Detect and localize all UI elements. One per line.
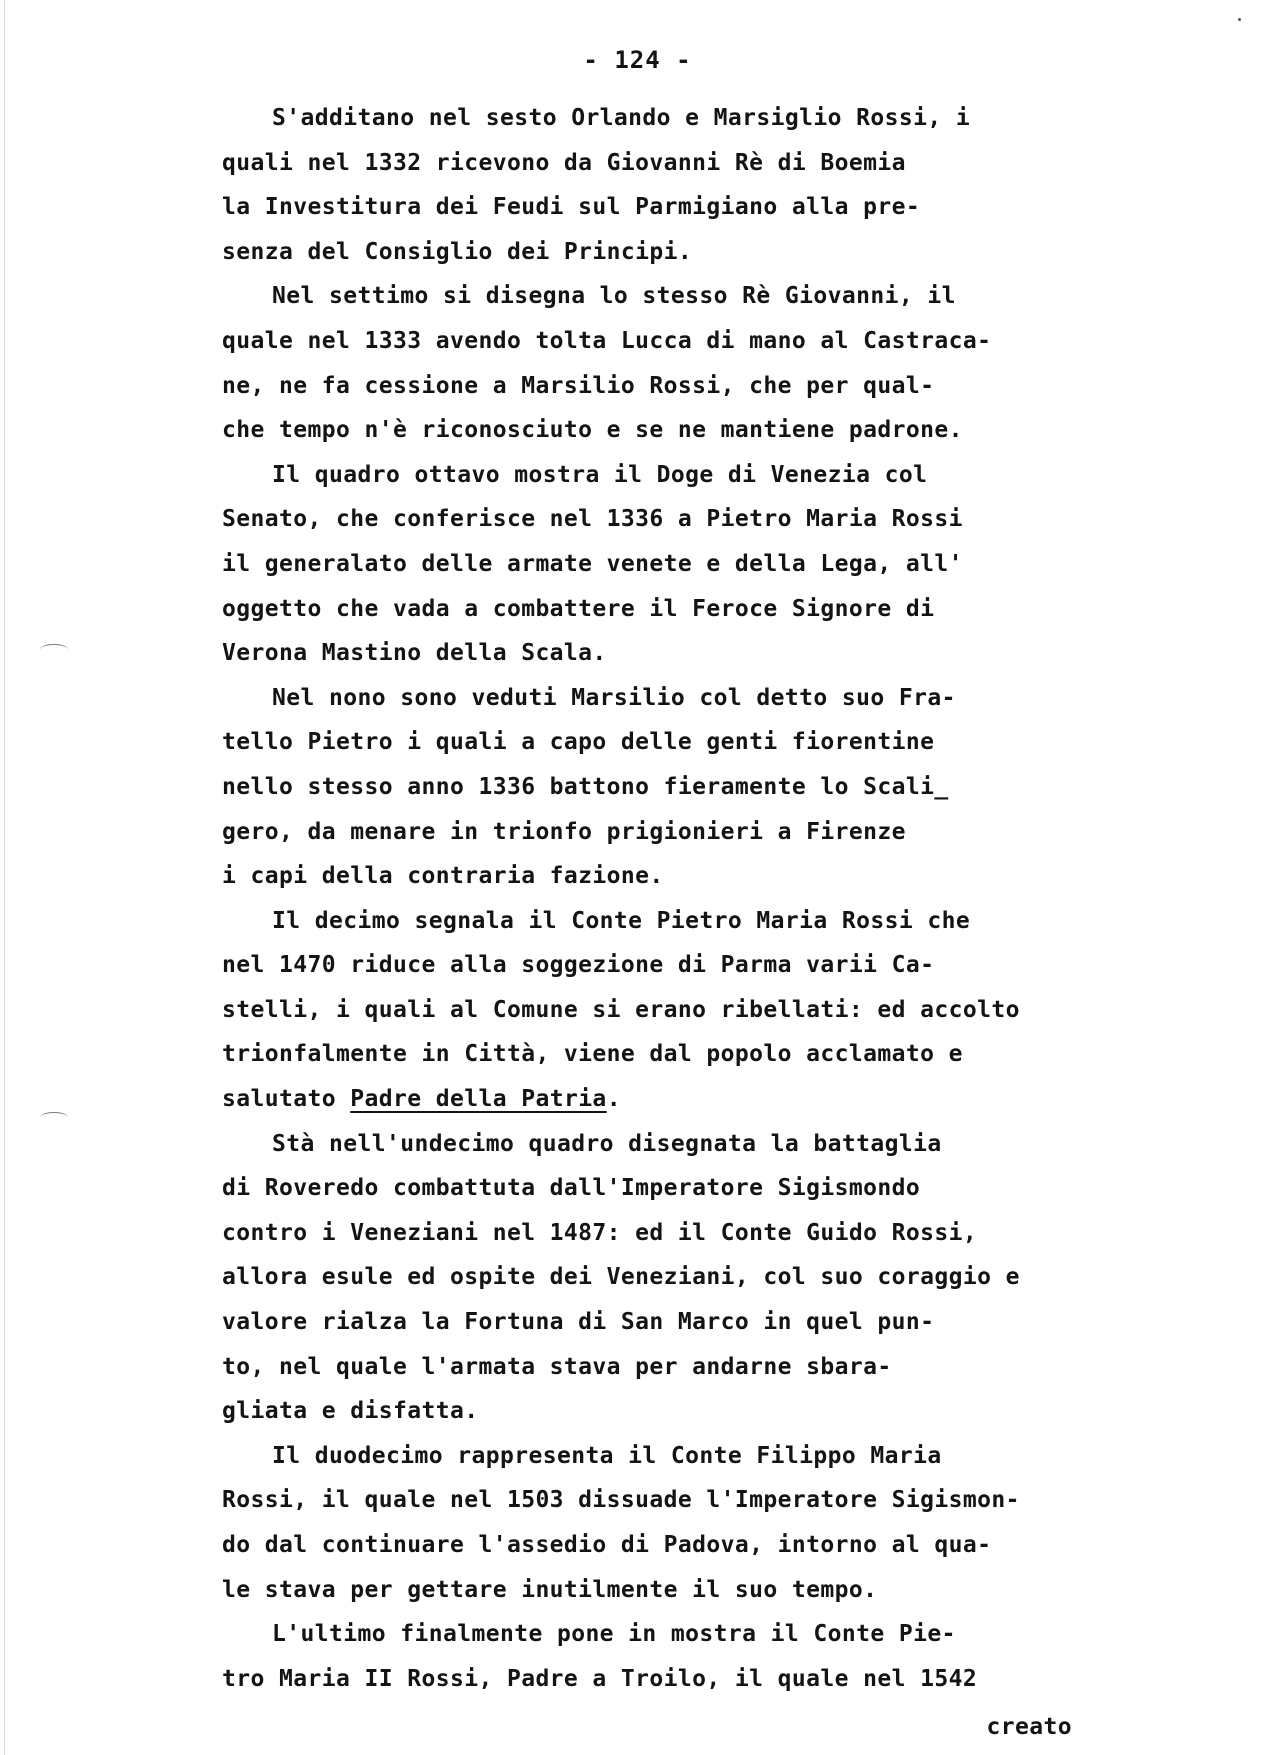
text-line: stelli, i quali al Comune si erano ribellati: ed accolto xyxy=(222,996,1020,1023)
text-line: trionfalmente in Città, viene dal popolo acclamato e xyxy=(222,1041,963,1068)
catchword: creato xyxy=(986,1714,1072,1741)
text-line: allora esule ed ospite dei Veneziani, col suo coraggio e xyxy=(222,1264,1020,1291)
text-line: nel 1470 riduce alla soggezione di Parma varii Ca- xyxy=(222,952,935,979)
text-line: tello Pietro i quali a capo delle genti fiorentine xyxy=(222,729,935,756)
text-line: gero, da menare in trionfo prigionieri a Firenze xyxy=(222,818,906,845)
text-line: S'additano nel sesto Orlando e Marsiglio Rossi, i xyxy=(272,105,971,131)
text-line: Senato, che conferisce nel 1336 a Pietro Maria Rossi xyxy=(222,506,963,533)
margin-hole-mark xyxy=(40,1112,68,1123)
text-line: Il duodecimo rappresenta il Conte Filippo Maria xyxy=(272,1442,942,1469)
page-number: - 124 - xyxy=(583,46,692,74)
paragraph xyxy=(222,96,1212,274)
text-line: Rossi, il quale nel 1503 dissuade l'Imperatore Sigismon- xyxy=(222,1487,1020,1514)
text-line xyxy=(222,1077,1212,1122)
text-line: oggetto che vada a combattere il Feroce Signore di xyxy=(222,595,935,622)
paragraph xyxy=(222,1434,1212,1612)
text-line: che tempo n'è riconosciuto e se ne mantiene padrone. xyxy=(222,417,963,444)
text-line: il generalato delle armate venete e della Lega, all' xyxy=(222,550,963,577)
text-line: valore rialza la Fortuna di San Marco in quel pun- xyxy=(222,1309,935,1336)
paragraph xyxy=(222,453,1212,676)
text-line: gliata e disfatta. xyxy=(222,1398,479,1425)
body-text xyxy=(222,96,1212,1750)
scan-edge-line xyxy=(4,0,5,1755)
text-line: quale nel 1333 avendo tolta Lucca di mano al Castraca- xyxy=(222,327,992,354)
text-line: quali nel 1332 ricevono da Giovanni Rè di Boemia xyxy=(222,149,906,176)
text-line: to, nel quale l'armata stava per andarne sbara- xyxy=(222,1353,892,1380)
text-line: Il quadro ottavo mostra il Doge di Venezia col xyxy=(272,461,928,488)
paragraph xyxy=(222,274,1212,452)
scan-speck xyxy=(1238,18,1241,21)
text-line: Nel nono sono veduti Marsilio col detto suo Fra- xyxy=(272,684,956,711)
paragraph xyxy=(222,1612,1212,1701)
underlined-title: Padre della Patria xyxy=(350,1086,607,1113)
text-line: Stà nell'undecimo quadro disegnata la battaglia xyxy=(272,1130,942,1157)
text-line: di Roveredo combattuta dall'Imperatore Sigismondo xyxy=(222,1175,921,1202)
paragraph xyxy=(222,1122,1212,1434)
paragraph xyxy=(222,899,1212,1122)
text-line: la Investitura dei Feudi sul Parmigiano alla pre- xyxy=(222,194,921,221)
text-line: ne, ne fa cessione a Marsilio Rossi, che per qual- xyxy=(222,372,935,399)
text-fragment: . xyxy=(606,1086,621,1113)
text-line: L'ultimo finalmente pone in mostra il Conte Pie- xyxy=(272,1621,956,1648)
text-line: Verona Mastino della Scala. xyxy=(222,640,607,667)
text-line: le stava per gettare inutilmente il suo tempo. xyxy=(222,1576,878,1603)
text-line: do dal continuare l'assedio di Padova, intorno al qua- xyxy=(222,1532,992,1558)
text-line: senza del Consiglio dei Principi. xyxy=(222,238,693,265)
text-line: Nel settimo si disegna lo stesso Rè Giovanni, il xyxy=(272,283,956,310)
text-line: contro i Veneziani nel 1487: ed il Conte Guido Rossi, xyxy=(222,1219,978,1246)
margin-hole-mark xyxy=(40,644,68,655)
text-line: i capi della contraria fazione. xyxy=(222,863,664,890)
text-line: tro Maria II Rossi, Padre a Troilo, il quale nel 1542 xyxy=(222,1665,978,1692)
text-fragment: salutato xyxy=(222,1086,351,1113)
text-line: nello stesso anno 1336 battono fieramente lo Scali_ xyxy=(222,773,949,800)
paragraph xyxy=(222,676,1212,899)
text-line: Il decimo segnala il Conte Pietro Maria Rossi che xyxy=(272,907,971,934)
